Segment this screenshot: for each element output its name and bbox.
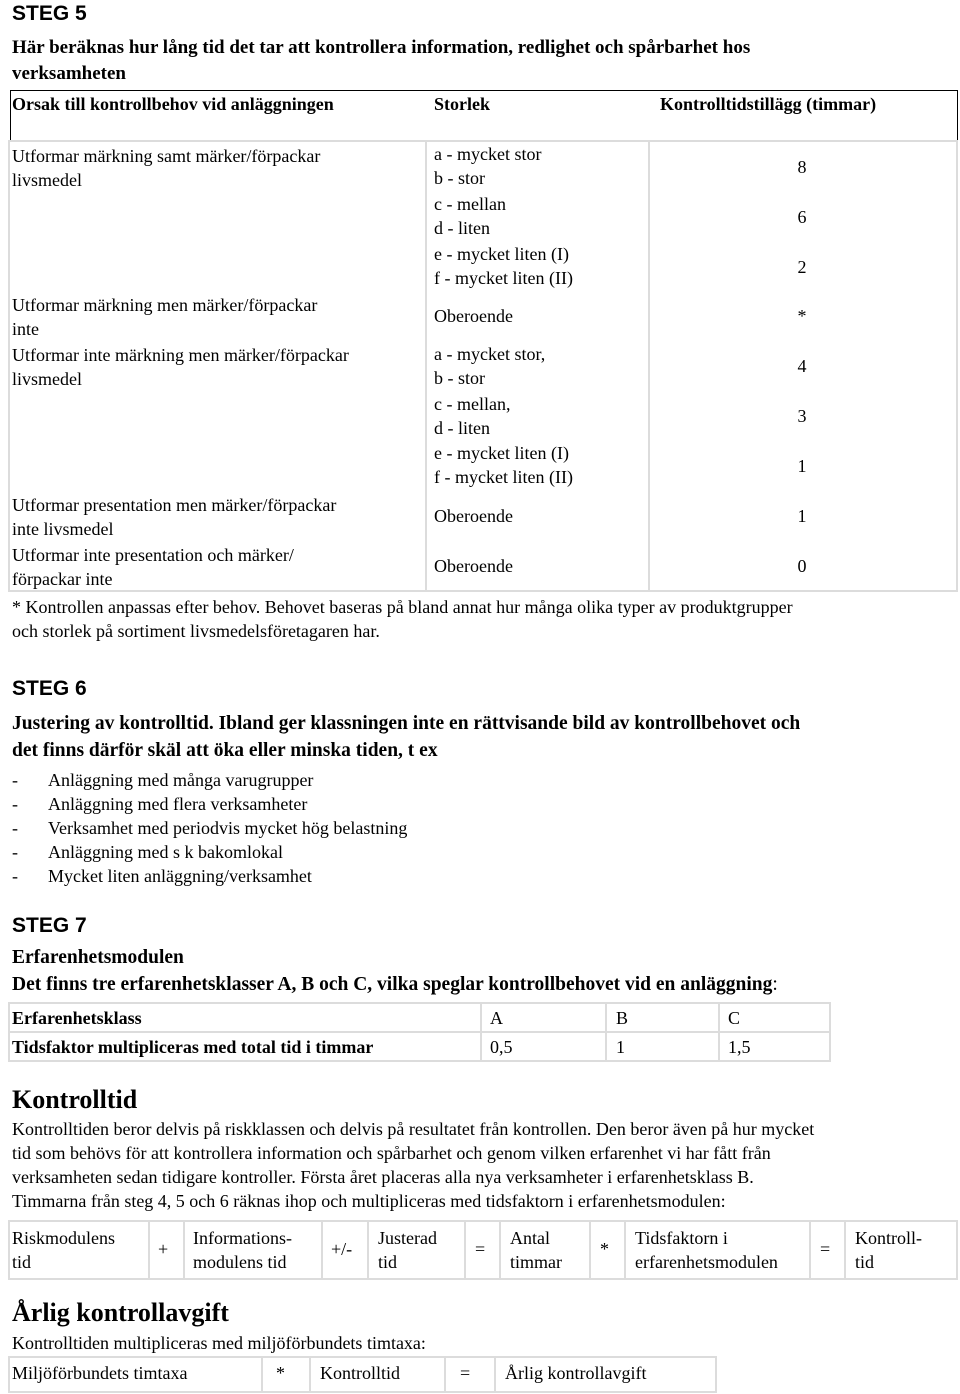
exp-table-border bbox=[8, 1031, 831, 1033]
formula-border bbox=[464, 1220, 466, 1280]
step6-intro-line1: Justering av kontrolltid. Ibland ger klassningen inte en rättvisande bild av kontrollbehovet och bbox=[12, 713, 801, 734]
formula-operator-plus: + bbox=[158, 1239, 169, 1259]
footnote-line1: * Kontrollen anpassas efter behov. Behovet baseras på bland annat hur många olika typer av produktgrupper bbox=[12, 597, 793, 617]
exp-class-c: C bbox=[728, 1008, 741, 1028]
time-factor-b: 1 bbox=[616, 1037, 625, 1057]
formula-term-riskmodulens-tid: Riskmodulens tid bbox=[12, 1228, 116, 1272]
formula-border bbox=[499, 1220, 501, 1280]
fee-operator-multiply: * bbox=[276, 1363, 285, 1383]
list-item: - bbox=[12, 818, 18, 838]
size-label: d - liten bbox=[434, 418, 490, 438]
formula-term-justerad-tid: Justerad tid bbox=[378, 1228, 437, 1272]
time-value: 0 bbox=[797, 556, 807, 576]
time-value: 2 bbox=[797, 257, 807, 277]
column-header-kontrolltidstillagg: Kontrolltidstillägg (timmar) bbox=[660, 94, 877, 114]
formula-border bbox=[8, 1220, 10, 1280]
kontrolltid-paragraph: Timmarna från steg 4, 5 och 6 räknas ihop och multipliceras med tidsfaktorn i erfarenhetsmodulen: bbox=[12, 1191, 726, 1211]
kontrolltid-paragraph: verksamheten sedan tidigare kontroller. Första året placeras alla nya verksamheter i erfarenhetsklass B. bbox=[12, 1167, 754, 1187]
column-header-storlek: Storlek bbox=[434, 94, 490, 114]
step6-intro-line2: det finns därför skäl att öka eller minska tiden, t ex bbox=[12, 740, 438, 761]
time-factor-c: 1,5 bbox=[728, 1037, 751, 1057]
exp-table-border bbox=[605, 1002, 607, 1062]
size-label: b - stor bbox=[434, 168, 485, 188]
exp-table-border bbox=[8, 1002, 10, 1062]
list-item: - bbox=[12, 842, 18, 862]
time-value: 3 bbox=[797, 406, 807, 426]
size-label: f - mycket liten (II) bbox=[434, 268, 573, 288]
time-value: 1 bbox=[797, 506, 807, 526]
formula-term-antal-timmar: Antal timmar bbox=[510, 1228, 562, 1272]
formula-border bbox=[589, 1220, 591, 1280]
exp-class-b: B bbox=[616, 1008, 629, 1028]
step7-heading: STEG 7 bbox=[12, 914, 87, 937]
size-label: Oberoende bbox=[434, 306, 513, 326]
step5-title-line1: Här beräknas hur lång tid det tar att kontrollera information, redlighet och spårbarhet hos bbox=[12, 37, 751, 58]
size-label: f - mycket liten (II) bbox=[434, 467, 573, 487]
fee-term-timtaxa: Miljöförbundets timtaxa bbox=[12, 1363, 188, 1383]
formula-term-kontrolltid: Kontroll- tid bbox=[855, 1228, 922, 1272]
fee-border bbox=[8, 1356, 717, 1358]
exp-class-a: A bbox=[490, 1008, 503, 1028]
footnote-line2: och storlek på sortiment livsmedelsföretagaren har. bbox=[12, 621, 380, 641]
fee-border bbox=[494, 1356, 496, 1393]
time-factor-a: 0,5 bbox=[490, 1037, 513, 1057]
fee-border bbox=[261, 1356, 263, 1393]
kontrolltid-paragraph: tid som behövs för att kontrollera information och spårbarhet och genom vilken erfarenhet vi har fått från bbox=[12, 1143, 771, 1163]
fee-border bbox=[444, 1356, 446, 1393]
time-value: 6 bbox=[797, 207, 807, 227]
size-label: b - stor bbox=[434, 368, 485, 388]
formula-operator-plus-minus: +/- bbox=[331, 1239, 353, 1259]
size-label: Oberoende bbox=[434, 506, 513, 526]
fee-term-arlig-kontrollavgift: Årlig kontrollavgift bbox=[505, 1363, 647, 1383]
table-left-border bbox=[10, 90, 11, 140]
kontrolltid-paragraph: Kontrolltiden beror delvis på riskklassen och delvis på resultatet från kontrollen. Den beror även på hur mycket bbox=[12, 1119, 815, 1139]
formula-border bbox=[844, 1220, 846, 1280]
formula-border bbox=[809, 1220, 811, 1280]
exp-table-border bbox=[8, 1002, 831, 1004]
table-right-border bbox=[957, 90, 958, 140]
list-item-text: Verksamhet med periodvis mycket hög belastning bbox=[48, 818, 408, 838]
size-label: c - mellan, bbox=[434, 394, 511, 414]
col3-right-border bbox=[956, 140, 958, 592]
size-label: e - mycket liten (I) bbox=[434, 443, 569, 463]
exp-table-border bbox=[480, 1002, 482, 1062]
exp-class-label: Erfarenhetsklass bbox=[12, 1008, 142, 1028]
col1-left-border bbox=[8, 140, 10, 592]
formula-term-informationsmodulens-tid: Informations- modulens tid bbox=[193, 1228, 292, 1272]
col1-right-border bbox=[425, 140, 427, 592]
list-item: - bbox=[12, 794, 18, 814]
fee-term-kontrolltid: Kontrolltid bbox=[320, 1363, 400, 1383]
time-value: 1 bbox=[797, 456, 807, 476]
formula-operator-multiply: * bbox=[600, 1239, 609, 1259]
step6-heading: STEG 6 bbox=[12, 677, 87, 700]
list-item-text: Mycket liten anläggning/verksamhet bbox=[48, 866, 312, 886]
exp-table-border bbox=[829, 1002, 831, 1062]
cause-row: Utformar märkning men märker/förpackar inte bbox=[12, 295, 318, 339]
step7-subtitle: Erfarenhetsmodulen bbox=[12, 947, 184, 968]
step7-intro: Det finns tre erfarenhetsklasser A, B och C, vilka speglar kontrollbehovet vid en anläggning: bbox=[12, 974, 778, 995]
step5-heading: STEG 5 bbox=[12, 2, 87, 25]
formula-border bbox=[624, 1220, 626, 1280]
formula-operator-equals: = bbox=[475, 1239, 486, 1259]
size-label: d - liten bbox=[434, 218, 490, 238]
list-item: - bbox=[12, 866, 18, 886]
cause-row: Utformar presentation men märker/förpackar inte livsmedel bbox=[12, 495, 337, 539]
formula-term-tidsfaktorn: Tidsfaktorn i erfarenhetsmodulen bbox=[635, 1228, 778, 1272]
col2-right-border bbox=[648, 140, 650, 592]
size-label: a - mycket stor bbox=[434, 144, 542, 164]
cause-row: Utformar märkning samt märker/förpackar livsmedel bbox=[12, 146, 321, 190]
fee-border bbox=[8, 1356, 10, 1393]
size-label: e - mycket liten (I) bbox=[434, 244, 569, 264]
fee-border bbox=[8, 1391, 717, 1393]
fee-border bbox=[715, 1356, 717, 1393]
formula-operator-equals: = bbox=[820, 1239, 831, 1259]
cause-row: Utformar inte märkning men märker/förpackar livsmedel bbox=[12, 345, 349, 389]
fee-heading: Årlig kontrollavgift bbox=[12, 1298, 229, 1327]
formula-border bbox=[8, 1220, 958, 1222]
time-value: * bbox=[797, 306, 807, 326]
size-label: c - mellan bbox=[434, 194, 506, 214]
fee-border bbox=[309, 1356, 311, 1393]
list-item: - bbox=[12, 770, 18, 790]
time-value: 4 bbox=[797, 356, 807, 376]
size-label: a - mycket stor, bbox=[434, 344, 546, 364]
formula-border bbox=[183, 1220, 185, 1280]
kontrolltid-heading: Kontrolltid bbox=[12, 1085, 138, 1114]
table-top-border bbox=[10, 90, 958, 91]
formula-border bbox=[8, 1278, 958, 1280]
column-header-orsak: Orsak till kontrollbehov vid anläggningen bbox=[12, 94, 334, 114]
cause-row: Utformar inte presentation och märker/ förpackar inte bbox=[12, 545, 294, 589]
time-factor-label: Tidsfaktor multipliceras med total tid i timmar bbox=[12, 1037, 374, 1057]
fee-line: Kontrolltiden multipliceras med miljöförbundets timtaxa: bbox=[12, 1333, 426, 1353]
step5-title-line2: verksamheten bbox=[12, 63, 126, 84]
formula-border bbox=[321, 1220, 323, 1280]
list-item-text: Anläggning med flera verksamheter bbox=[48, 794, 308, 814]
size-label: Oberoende bbox=[434, 556, 513, 576]
fee-operator-equals: = bbox=[460, 1363, 471, 1383]
formula-border bbox=[148, 1220, 150, 1280]
formula-border bbox=[367, 1220, 369, 1280]
exp-table-border bbox=[718, 1002, 720, 1062]
body-top-border bbox=[8, 140, 958, 142]
list-item-text: Anläggning med s k bakomlokal bbox=[48, 842, 283, 862]
time-value: 8 bbox=[797, 157, 807, 177]
list-item-text: Anläggning med många varugrupper bbox=[48, 770, 314, 790]
formula-border bbox=[956, 1220, 958, 1280]
exp-table-border bbox=[8, 1060, 831, 1062]
